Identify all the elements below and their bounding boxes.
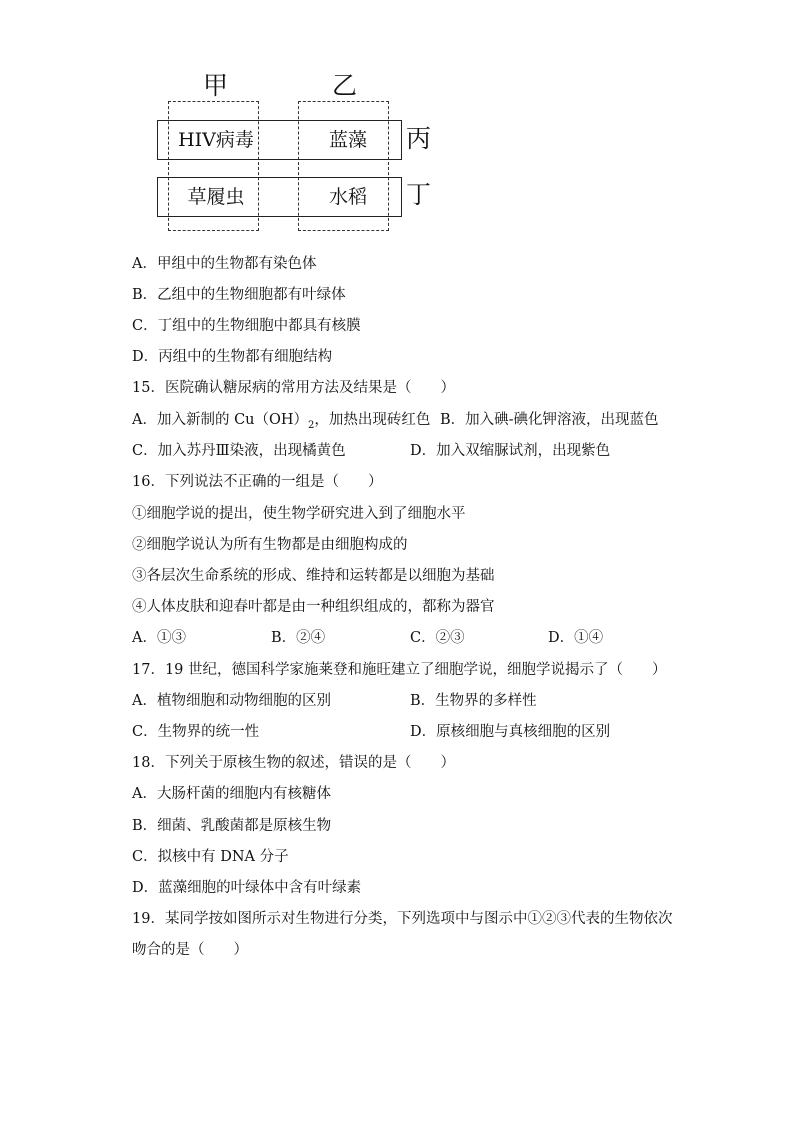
q14-option-b: B．乙组中的生物细胞都有叶绿体: [132, 287, 346, 303]
q16-option-b: B．②④: [271, 630, 326, 646]
q18-stem: 18．下列关于原核生物的叙述，错误的是（ ）: [132, 755, 455, 771]
q16-statement-3: ③各层次生命系统的形成、维持和运转都是以细胞为基础: [132, 568, 495, 584]
row-box-bing: [157, 120, 402, 160]
q19-stem-line-2: 吻合的是（ ）: [132, 942, 248, 958]
group-label-ding: 丁: [406, 180, 432, 209]
q18-option-c: C．拟核中有 DNA 分子: [132, 849, 289, 865]
q14-option-c: C．丁组中的生物细胞中都具有核膜: [132, 318, 361, 334]
q18-option-d: D．蓝藻细胞的叶绿体中含有叶绿素: [132, 880, 362, 896]
q16-statement-2: ②细胞学说认为所有生物都是由细胞构成的: [132, 537, 408, 553]
cell-rice: 水稻: [328, 186, 367, 208]
q17-option-d: D．原核细胞与真核细胞的区别: [410, 724, 611, 740]
group-label-yi: 乙: [332, 71, 358, 100]
q14-option-d: D．丙组中的生物都有细胞结构: [132, 349, 333, 365]
q16-option-c: C．②③: [410, 630, 465, 646]
q15-option-a-text: A．加入新制的 Cu（OH）: [132, 412, 309, 428]
q15-option-d: D．加入双缩脲试剂，出现紫色: [410, 443, 611, 459]
group-label-jia: 甲: [203, 71, 229, 100]
classification-diagram: [150, 68, 450, 238]
cell-hiv: HIV病毒: [178, 129, 254, 151]
q14-option-a: A．甲组中的生物都有染色体: [132, 256, 317, 272]
cell-cyanobacteria: 蓝藻: [328, 129, 367, 151]
q15-option-a-tail: ，加热出现砖红色: [314, 412, 431, 428]
row-box-ding: [157, 177, 402, 217]
group-label-bing: 丙: [406, 124, 432, 153]
q17-option-a: A．植物细胞和动物细胞的区别: [132, 693, 331, 709]
q15-stem: 15．医院确认糖尿病的常用方法及结果是（ ）: [132, 380, 455, 396]
q18-option-b: B．细菌、乳酸菌都是原核生物: [132, 818, 332, 834]
q16-stem: 16．下列说法不正确的一组是（ ）: [132, 474, 383, 490]
q16-option-d: D．①④: [548, 630, 604, 646]
q17-option-c: C．生物界的统一性: [132, 724, 260, 740]
q15-option-b: B．加入碘-碘化钾溶液，出现蓝色: [440, 412, 659, 428]
q16-statement-4: ④人体皮肤和迎春叶都是由一种组织组成的，都称为器官: [132, 599, 495, 615]
q19-stem-line-1: 19．某同学按如图所示对生物进行分类，下列选项中与图示中①②③代表的生物依次: [132, 911, 673, 927]
q17-stem: 17．19 世纪，德国科学家施莱登和施旺建立了细胞学说，细胞学说揭示了（ ）: [132, 662, 667, 678]
q17-option-b: B．生物界的多样性: [410, 693, 537, 709]
q15-option-c: C．加入苏丹Ⅲ染液，出现橘黄色: [132, 443, 346, 459]
q18-option-a: A．大肠杆菌的细胞内有核糖体: [132, 786, 331, 802]
q15-subscript: 2: [308, 419, 315, 431]
q16-option-a: A．①③: [132, 630, 186, 646]
q16-statement-1: ①细胞学说的提出，使生物学研究进入到了细胞水平: [132, 506, 466, 522]
q15-option-a: [132, 410, 430, 436]
cell-paramecium: 草履虫: [187, 186, 245, 208]
